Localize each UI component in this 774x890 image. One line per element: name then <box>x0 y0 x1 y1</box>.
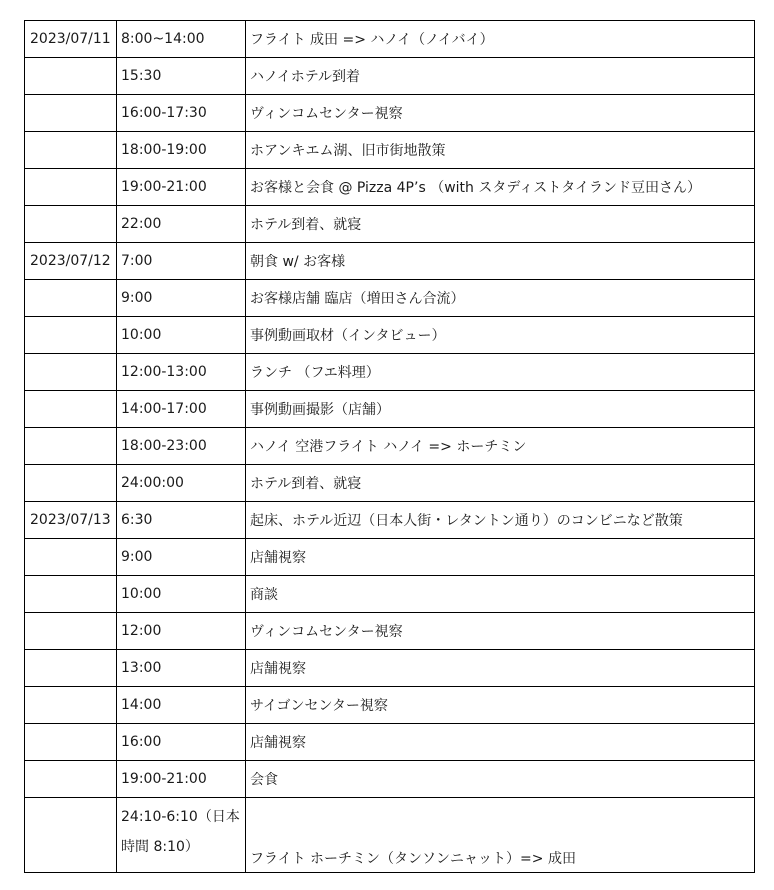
description-cell: サイゴンセンター視察 <box>246 687 755 724</box>
description-cell: お客様店舗 臨店（増田さん合流） <box>246 280 755 317</box>
table-row <box>25 95 755 132</box>
time-cell: 9:00 <box>117 280 246 317</box>
time-cell: 18:00-23:00 <box>117 428 246 465</box>
description-cell: 店舗視察 <box>246 650 755 687</box>
table-row <box>25 58 755 95</box>
date-cell <box>25 613 117 650</box>
date-cell <box>25 206 117 243</box>
table-row <box>25 132 755 169</box>
table-row <box>25 280 755 317</box>
date-cell <box>25 761 117 798</box>
table-row <box>25 576 755 613</box>
time-cell: 8:00~14:00 <box>117 21 246 58</box>
date-cell <box>25 798 117 873</box>
time-cell: 7:00 <box>117 243 246 280</box>
description-cell: ホアンキエム湖、旧市街地散策 <box>246 132 755 169</box>
time-cell: 14:00 <box>117 687 246 724</box>
table-row <box>25 798 755 873</box>
date-cell <box>25 58 117 95</box>
date-cell <box>25 428 117 465</box>
table-row <box>25 761 755 798</box>
table-row <box>25 206 755 243</box>
date-cell: 2023/07/13 <box>25 502 117 539</box>
date-cell <box>25 724 117 761</box>
description-cell: ホテル到着、就寝 <box>246 206 755 243</box>
table-row <box>25 724 755 761</box>
date-cell: 2023/07/11 <box>25 21 117 58</box>
table-row <box>25 317 755 354</box>
time-cell: 16:00-17:30 <box>117 95 246 132</box>
description-cell: ヴィンコムセンター視察 <box>246 613 755 650</box>
time-cell: 18:00-19:00 <box>117 132 246 169</box>
time-cell: 22:00 <box>117 206 246 243</box>
itinerary-table-body <box>25 21 755 873</box>
description-cell: 会食 <box>246 761 755 798</box>
time-cell: 14:00-17:00 <box>117 391 246 428</box>
time-cell: 24:00:00 <box>117 465 246 502</box>
date-cell <box>25 354 117 391</box>
time-cell: 24:10-6:10（日本時間 8:10） <box>117 798 246 873</box>
date-cell <box>25 132 117 169</box>
time-cell: 19:00-21:00 <box>117 169 246 206</box>
date-cell <box>25 280 117 317</box>
table-row <box>25 539 755 576</box>
description-cell: ハノイ 空港フライト ハノイ => ホーチミン <box>246 428 755 465</box>
description-cell: ヴィンコムセンター視察 <box>246 95 755 132</box>
table-row <box>25 613 755 650</box>
description-cell: 商談 <box>246 576 755 613</box>
date-cell <box>25 576 117 613</box>
date-cell <box>25 95 117 132</box>
description-cell: ハノイホテル到着 <box>246 58 755 95</box>
time-cell: 16:00 <box>117 724 246 761</box>
description-cell: 起床、ホテル近辺（日本人街・レタントン通り）のコンビニなど散策 <box>246 502 755 539</box>
time-cell: 13:00 <box>117 650 246 687</box>
table-row <box>25 428 755 465</box>
description-cell: お客様と会食 @ Pizza 4P’s （with スタディストタイランド豆田さん） <box>246 169 755 206</box>
date-cell <box>25 465 117 502</box>
description-cell: ホテル到着、就寝 <box>246 465 755 502</box>
description-cell: 朝食 w/ お客様 <box>246 243 755 280</box>
time-cell: 10:00 <box>117 317 246 354</box>
time-cell: 15:30 <box>117 58 246 95</box>
table-row <box>25 687 755 724</box>
description-cell: フライト 成田 => ハノイ（ノイバイ） <box>246 21 755 58</box>
table-row <box>25 391 755 428</box>
date-cell <box>25 650 117 687</box>
time-cell: 9:00 <box>117 539 246 576</box>
itinerary-table <box>24 20 755 873</box>
time-cell: 10:00 <box>117 576 246 613</box>
date-cell <box>25 391 117 428</box>
time-cell: 12:00 <box>117 613 246 650</box>
description-cell: 事例動画取材（インタビュー） <box>246 317 755 354</box>
table-row <box>25 502 755 539</box>
date-cell <box>25 317 117 354</box>
table-row <box>25 650 755 687</box>
description-cell: 店舗視察 <box>246 724 755 761</box>
description-cell: ランチ （フエ料理） <box>246 354 755 391</box>
table-row <box>25 465 755 502</box>
table-row <box>25 169 755 206</box>
time-cell: 19:00-21:00 <box>117 761 246 798</box>
table-row <box>25 21 755 58</box>
date-cell <box>25 539 117 576</box>
description-cell: 事例動画撮影（店舗） <box>246 391 755 428</box>
table-row <box>25 354 755 391</box>
date-cell <box>25 687 117 724</box>
date-cell <box>25 169 117 206</box>
date-cell: 2023/07/12 <box>25 243 117 280</box>
description-cell: 店舗視察 <box>246 539 755 576</box>
time-cell: 6:30 <box>117 502 246 539</box>
time-cell: 12:00-13:00 <box>117 354 246 391</box>
table-row <box>25 243 755 280</box>
description-cell: フライト ホーチミン（タンソンニャット）=> 成田 <box>246 798 755 873</box>
